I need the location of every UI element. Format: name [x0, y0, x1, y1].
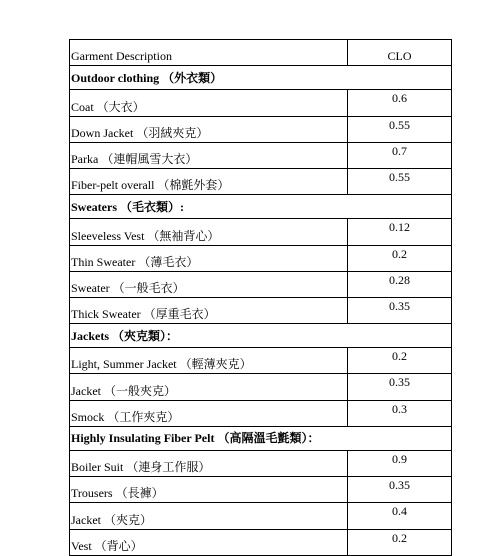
header-description: Garment Description: [70, 40, 348, 66]
table-row: [70, 297, 452, 323]
clo-value: 0.12: [348, 219, 452, 245]
clo-value: 0.35: [348, 477, 452, 503]
table-row: [70, 168, 452, 194]
section-title: Outdoor clothing （外衣類）: [70, 66, 452, 90]
clo-value: 0.28: [348, 271, 452, 297]
garment-description: Sleeveless Vest （無袖背心）: [70, 219, 348, 245]
garment-description: Jacket （夾克）: [70, 503, 348, 529]
clo-value: 0.55: [348, 168, 452, 194]
section-title: Jackets （夾克類）：: [70, 324, 452, 348]
garment-description: Vest （背心）: [70, 529, 348, 555]
table-row: [70, 116, 452, 142]
clo-value: 0.3: [348, 400, 452, 426]
table-row: [70, 503, 452, 529]
section-row: [70, 66, 452, 90]
section-row: [70, 195, 452, 219]
table-row: [70, 90, 452, 116]
table-row: [70, 219, 452, 245]
clo-table-body: [70, 40, 452, 556]
table-row: [70, 374, 452, 400]
garment-description: Boiler Suit （連身工作服）: [70, 451, 348, 477]
table-row: [70, 529, 452, 555]
table-row: [70, 271, 452, 297]
header-clo: CLO: [348, 40, 452, 66]
table-row: [70, 451, 452, 477]
table-row: [70, 477, 452, 503]
garment-description: Smock （工作夾克）: [70, 400, 348, 426]
garment-description: Coat （大衣）: [70, 90, 348, 116]
garment-description: Parka （連帽風雪大衣）: [70, 142, 348, 168]
garment-description: Jacket （一般夾克）: [70, 374, 348, 400]
garment-description: Light, Summer Jacket （輕薄夾克）: [70, 348, 348, 374]
table-row: [70, 142, 452, 168]
table-row: [70, 348, 452, 374]
table-row: [70, 245, 452, 271]
garment-description: Thick Sweater （厚重毛衣）: [70, 297, 348, 323]
section-row: [70, 324, 452, 348]
header-row: [70, 40, 452, 66]
section-title: Highly Insulating Fiber Pelt （高隔溫毛氈類）：: [70, 426, 452, 450]
garment-description: Fiber-pelt overall （棉氈外套）: [70, 168, 348, 194]
garment-description: Sweater （一般毛衣）: [70, 271, 348, 297]
section-row: [70, 426, 452, 450]
clo-value: 0.55: [348, 116, 452, 142]
clo-value: 0.6: [348, 90, 452, 116]
garment-description: Trousers （長褲）: [70, 477, 348, 503]
clo-value: 0.35: [348, 297, 452, 323]
section-title: Sweaters （毛衣類）:: [70, 195, 452, 219]
table-row: [70, 400, 452, 426]
clo-table: [69, 39, 452, 556]
clo-value: 0.7: [348, 142, 452, 168]
clo-value: 0.2: [348, 529, 452, 555]
clo-value: 0.9: [348, 451, 452, 477]
clo-value: 0.4: [348, 503, 452, 529]
garment-description: Down Jacket （羽絨夾克）: [70, 116, 348, 142]
garment-description: Thin Sweater （薄毛衣）: [70, 245, 348, 271]
clo-value: 0.35: [348, 374, 452, 400]
clo-value: 0.2: [348, 245, 452, 271]
clo-value: 0.2: [348, 348, 452, 374]
